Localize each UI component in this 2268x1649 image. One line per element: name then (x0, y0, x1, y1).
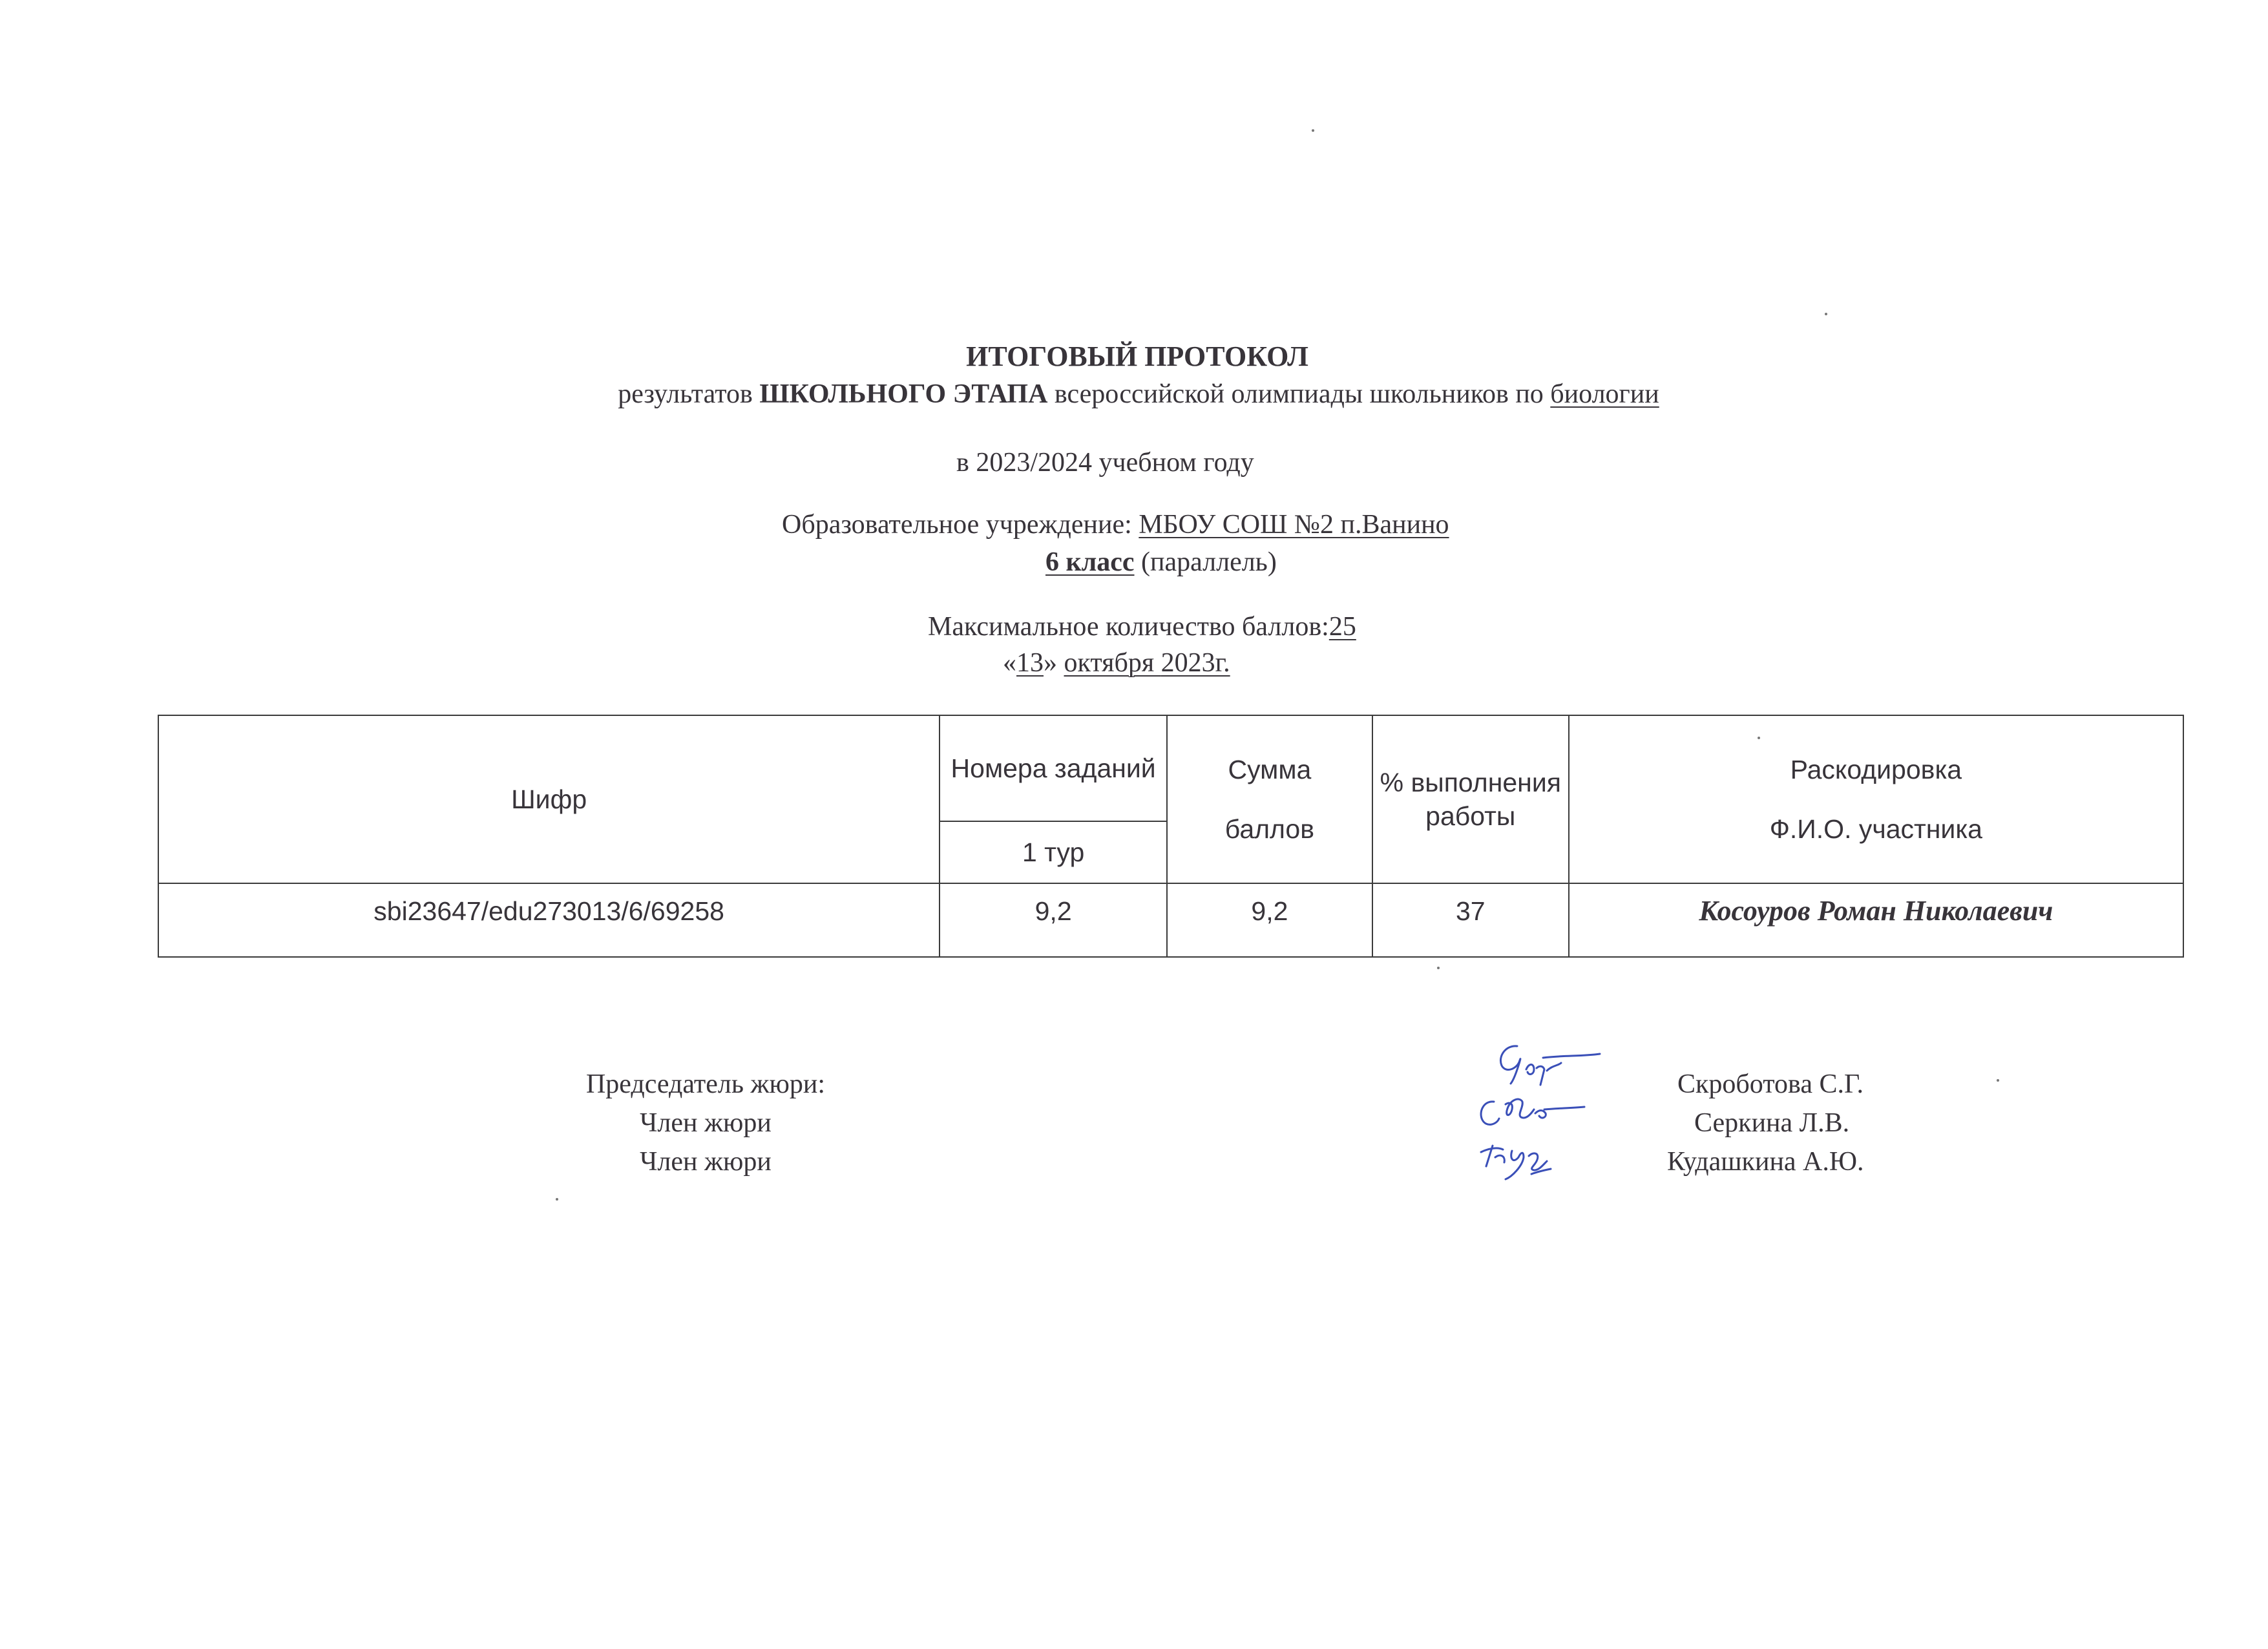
header-decode-bottom: Ф.И.О. участника (1769, 814, 1982, 844)
max-score-value: 25 (1328, 612, 1356, 642)
cell-percent: 37 (1372, 883, 1569, 957)
results-table (158, 715, 2184, 958)
table-header-row (158, 715, 2183, 821)
scan-speck (1758, 737, 1760, 739)
class-suffix: (параллель) (1134, 547, 1277, 577)
class-value: 6 класс (1045, 547, 1135, 577)
scan-speck (1437, 967, 1440, 969)
institution-label: Образовательное учреждение: (782, 510, 1139, 540)
subtitle-stage: ШКОЛЬНОГО ЭТАПА (759, 379, 1048, 409)
scan-speck (1825, 313, 1827, 315)
date-open: « (1003, 648, 1016, 678)
header-round: 1 тур (940, 821, 1167, 883)
header-cipher: Шифр (158, 715, 940, 883)
max-score-label: Максимальное количество баллов: (928, 612, 1329, 642)
header-decode (1569, 715, 2183, 883)
protocol-title: ИТОГОВЫЙ ПРОТОКОЛ (966, 341, 1308, 372)
header-sum-bottom: баллов (1224, 814, 1315, 844)
protocol-subtitle (618, 377, 1659, 411)
date-month: октября (1064, 648, 1161, 678)
header-task-numbers: Номера заданий (940, 715, 1167, 821)
institution-line (782, 508, 1449, 541)
date-year: 2023г. (1160, 648, 1230, 678)
date-day: 13 (1016, 648, 1044, 678)
jury-role-chair: Председатель жюри: (585, 1069, 826, 1099)
jury-name-member-1: Серкина Л.В. (1694, 1108, 1850, 1138)
jury-name-member-2: Кудашкина А.Ю. (1667, 1147, 1864, 1177)
cell-participant-name: Косоуров Роман Николаевич (1569, 883, 2183, 957)
signatures-handwritten (1467, 1037, 1648, 1205)
max-score-line (928, 610, 1356, 644)
subtitle-middle: всероссийской олимпиады школьников по (1047, 379, 1551, 409)
header-decode-top: Раскодировка (1790, 755, 1962, 784)
institution-value: МБОУ СОШ №2 п.Ванино (1139, 510, 1449, 540)
header-sum-top: Сумма (1228, 755, 1312, 784)
scan-speck (1312, 129, 1314, 132)
academic-year: в 2023/2024 учебном году (956, 448, 1254, 478)
header-sum (1167, 715, 1372, 883)
jury-name-chair: Скроботова С.Г. (1677, 1069, 1864, 1099)
cell-sum: 9,2 (1167, 883, 1372, 957)
header-percent: % выполнения работы (1372, 715, 1569, 883)
date-close: » (1044, 648, 1064, 678)
cell-round1: 9,2 (940, 883, 1167, 957)
class-line (1045, 545, 1277, 579)
scan-speck (556, 1198, 558, 1201)
cell-cipher: sbi23647/edu273013/6/69258 (158, 883, 940, 957)
scan-speck (1997, 1079, 1999, 1082)
subtitle-subject: биологии (1550, 379, 1659, 409)
table-row (158, 883, 2183, 957)
date-line (1003, 646, 1230, 680)
jury-role-member-2: Член жюри (640, 1147, 772, 1177)
subtitle-prefix: результатов (618, 379, 760, 409)
jury-role-member-1: Член жюри (640, 1108, 772, 1138)
